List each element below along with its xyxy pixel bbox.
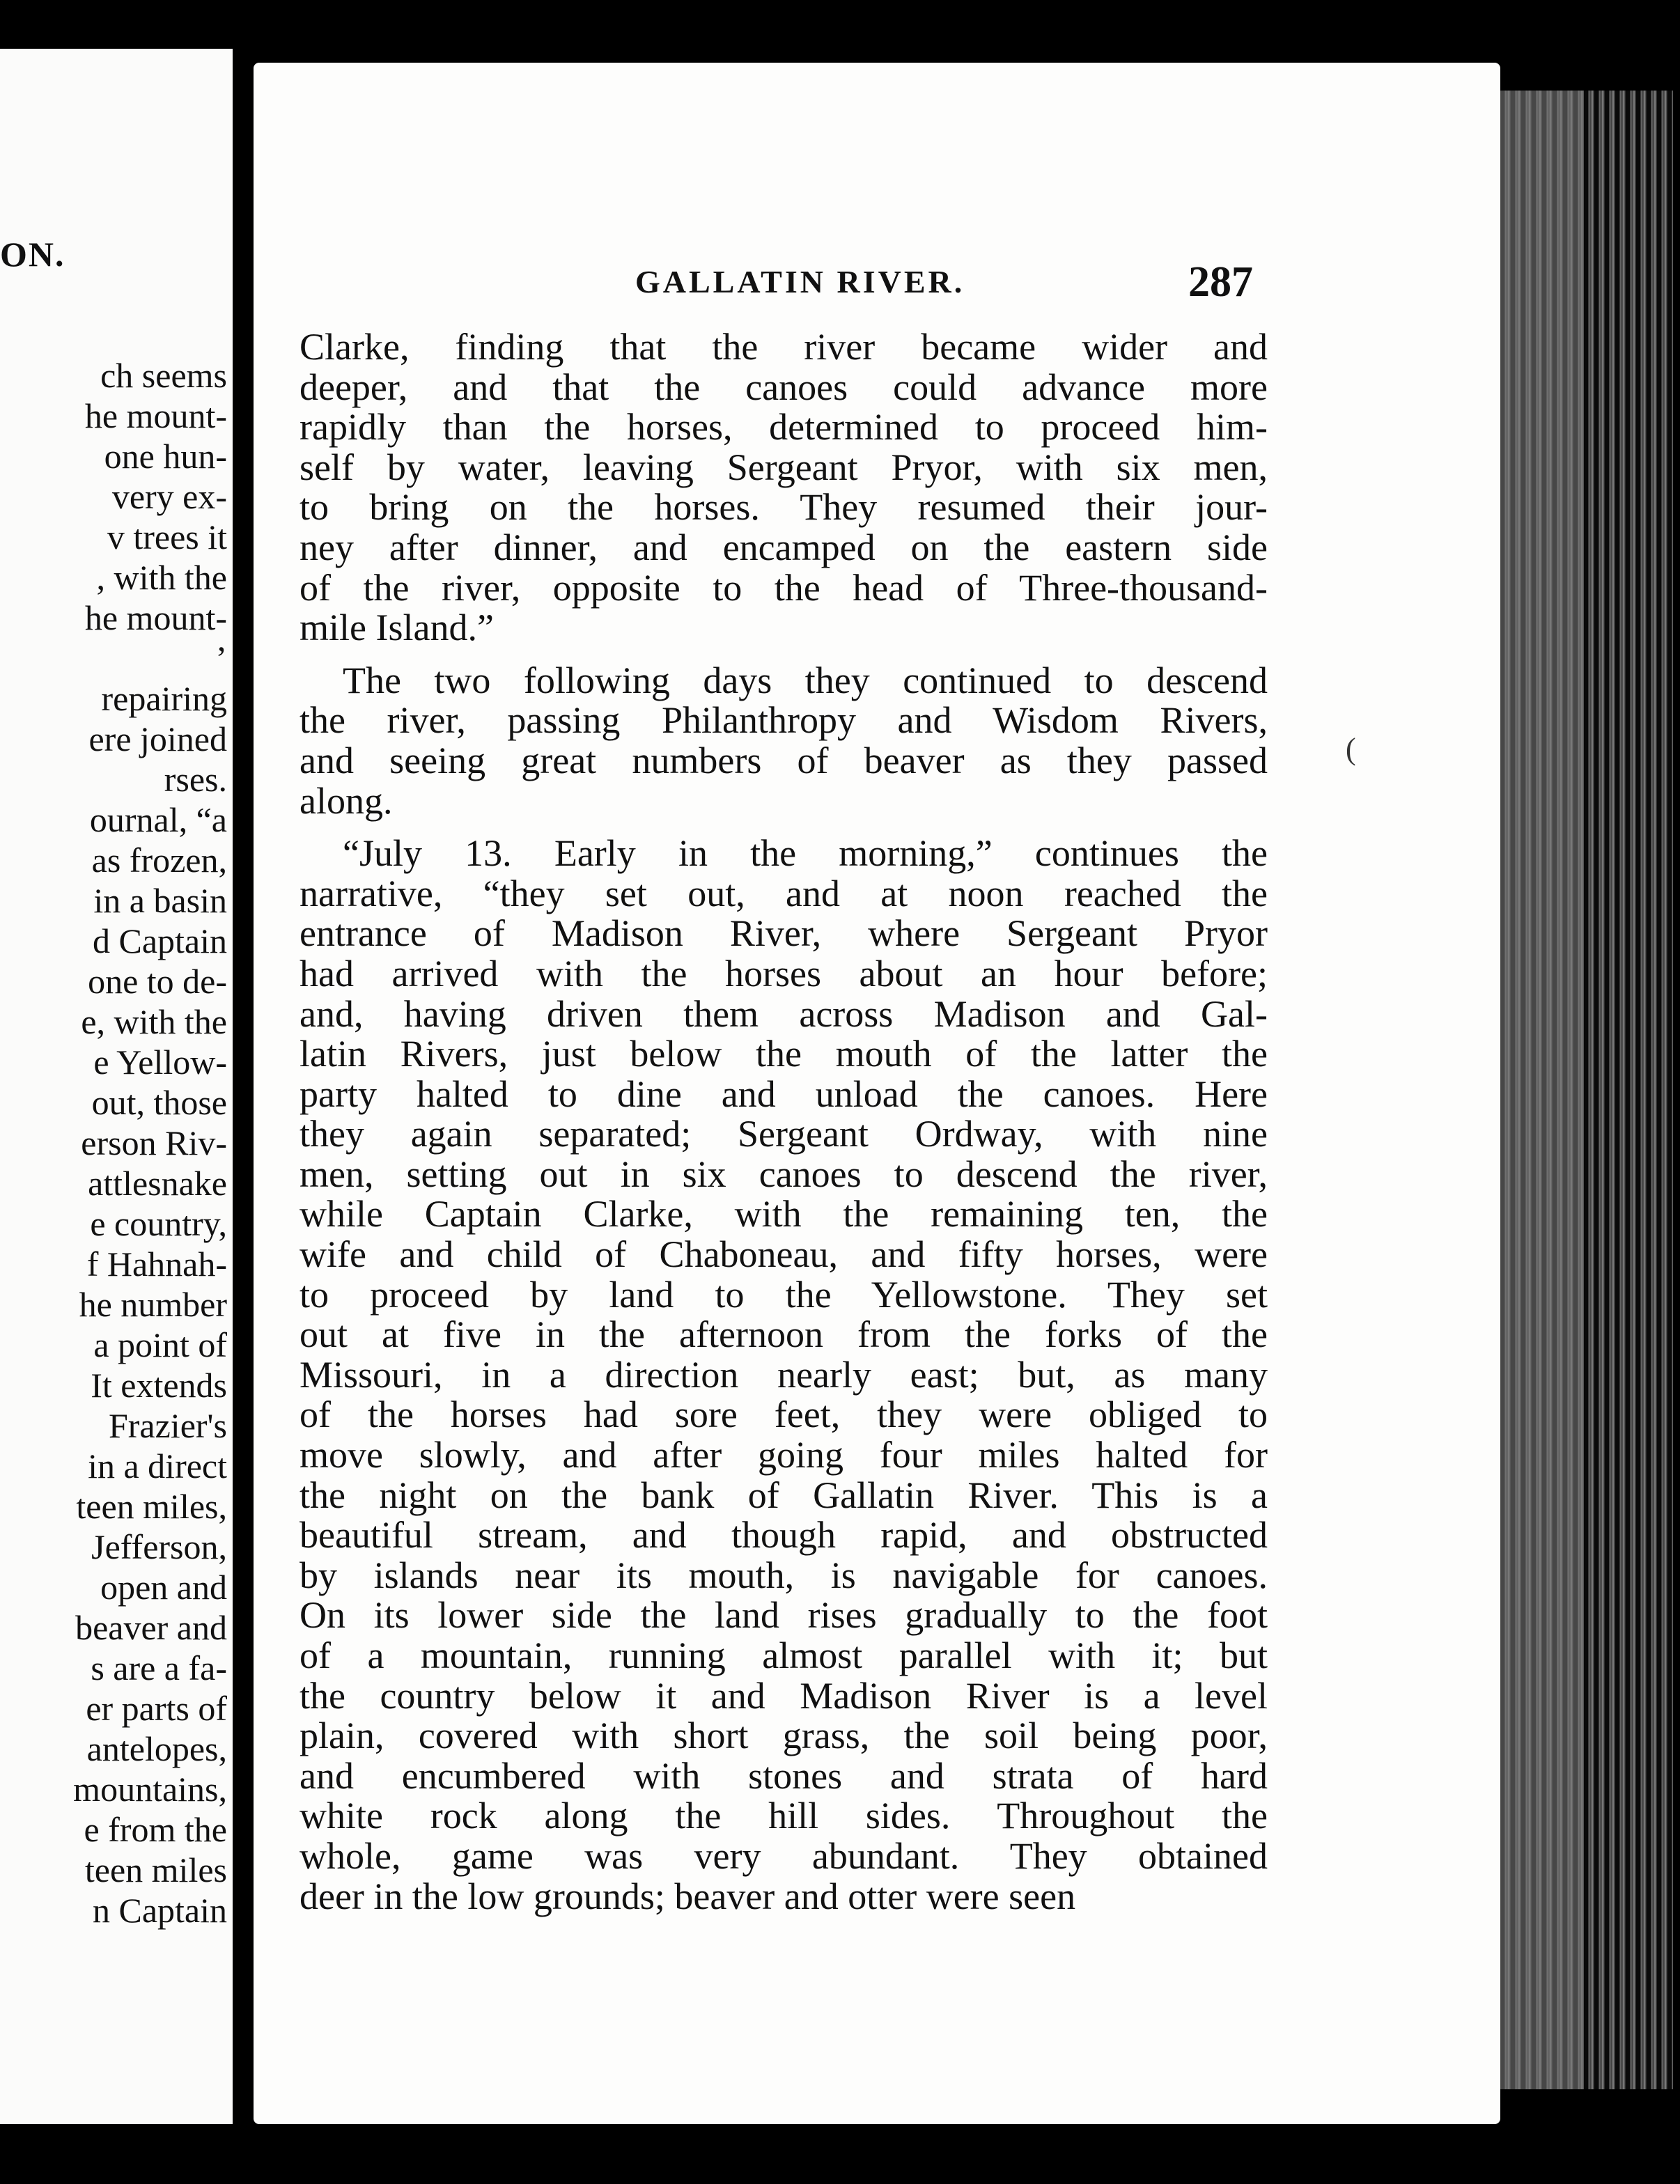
left-page-line: teen miles: [84, 1850, 227, 1889]
body-text: [300, 327, 1268, 1917]
text-line: “July 13. Early in the morning,” continues the: [343, 832, 1268, 875]
left-page-line: s are a fa-: [91, 1648, 227, 1687]
text-line: wife and child of Chaboneau, and fifty horses, were: [300, 1233, 1268, 1276]
left-page-line: Jefferson,: [91, 1527, 227, 1566]
left-page-line: he mount-: [84, 598, 227, 637]
left-page-line: e Yellow-: [93, 1043, 227, 1082]
left-page-line: , with the: [96, 558, 227, 597]
left-page-line: a point of: [93, 1325, 227, 1364]
text-line: of the horses had sore feet, they were obliged to: [300, 1394, 1268, 1436]
text-line: deer in the low grounds; beaver and otter were seen: [300, 1875, 1076, 1917]
left-page-line: open and: [100, 1568, 227, 1607]
text-line: party halted to dine and unload the canoes. Here: [300, 1072, 1268, 1115]
page-edges-shade: [1500, 91, 1584, 2089]
text-line: rapidly than the horses, determined to proceed him-: [300, 406, 1268, 448]
text-line: and seeing great numbers of beaver as they passed: [300, 739, 1268, 781]
left-page-line: out, those: [91, 1083, 227, 1122]
left-page-line: as frozen,: [91, 841, 227, 880]
left-page-line: repairing: [101, 679, 227, 718]
text-line: deeper, and that the canoes could advance more: [300, 366, 1268, 408]
text-line: while Captain Clarke, with the remaining ten, the: [300, 1193, 1268, 1235]
text-line: ney after dinner, and encamped on the eastern side: [300, 526, 1268, 568]
text-line: narrative, “they set out, and at noon reached the: [300, 872, 1268, 914]
text-line: mile Island.”: [300, 607, 494, 649]
stray-mark: (: [1346, 732, 1356, 766]
left-page-text: [0, 355, 227, 1930]
text-line: Missouri, in a direction nearly east; but, as many: [300, 1353, 1268, 1396]
text-line: of a mountain, running almost parallel with it; but: [300, 1635, 1268, 1676]
text-line: had arrived with the horses about an hour before;: [300, 952, 1268, 994]
left-page-line: ’: [215, 639, 227, 678]
left-page-line: e country,: [90, 1204, 227, 1243]
text-line: latin Rivers, just below the mouth of the latter the: [300, 1033, 1268, 1075]
left-page-line: ournal, “a: [89, 800, 227, 839]
left-page-line: rses.: [164, 760, 227, 799]
text-line: On its lower side the land rises gradually to the foot: [300, 1594, 1268, 1637]
left-page-line: very ex-: [111, 477, 227, 516]
left-page-line: Frazier's: [108, 1406, 227, 1445]
text-line: white rock along the hill sides. Throughout the: [300, 1795, 1268, 1837]
left-page-line: attlesnake: [88, 1164, 227, 1203]
left-page-line: n Captain: [92, 1891, 227, 1930]
text-line: the river, passing Philanthropy and Wisdom Rivers,: [300, 699, 1268, 742]
left-page-line: teen miles,: [76, 1487, 227, 1526]
text-line: Clarke, finding that the river became wider and: [300, 326, 1268, 368]
left-page-line: d Captain: [92, 921, 227, 960]
text-line: of the river, opposite to the head of Three-thousand-: [300, 566, 1268, 609]
left-page-line: v trees it: [107, 517, 227, 556]
left-page-line: he mount-: [84, 396, 227, 435]
text-line: and, having driven them across Madison and Gal-: [300, 992, 1268, 1035]
left-page-line: ch seems: [100, 356, 227, 395]
left-page-line: one hun-: [104, 437, 227, 476]
text-line: and encumbered with stones and strata of hard: [300, 1754, 1268, 1797]
text-line: by islands near its mouth, is navigable for canoes.: [300, 1554, 1268, 1596]
paragraph: [300, 327, 1268, 648]
left-page-line: f Hahnah-: [86, 1245, 227, 1284]
left-page-line: in a direct: [88, 1446, 227, 1485]
left-page-line: It extends: [91, 1366, 227, 1405]
left-page-line: mountains,: [73, 1770, 227, 1809]
text-line: men, setting out in six canoes to descend the river,: [300, 1153, 1268, 1195]
text-line: plain, covered with short grass, the soil being poor,: [300, 1715, 1268, 1757]
left-page-line: he number: [79, 1285, 227, 1324]
text-line: self by water, leaving Sergeant Pryor, with six men,: [300, 446, 1268, 488]
left-page-line: erson Riv-: [81, 1123, 227, 1162]
left-page-line: antelopes,: [86, 1729, 227, 1768]
text-line: the country below it and Madison River is a level: [300, 1674, 1268, 1717]
text-line: the night on the bank of Gallatin River. This is a: [300, 1474, 1268, 1516]
text-line: out at five in the afternoon from the forks of the: [300, 1313, 1268, 1356]
paragraph: [300, 661, 1268, 821]
left-page-line: e, with the: [81, 1002, 227, 1041]
left-page-line: er parts of: [86, 1689, 227, 1728]
text-line: they again separated; Sergeant Ordway, with nine: [300, 1113, 1268, 1155]
left-page-line: ere joined: [88, 719, 227, 758]
text-line: The two following days they continued to descend: [343, 659, 1268, 701]
page-number: 287: [1188, 258, 1253, 306]
left-page-header: ON.: [0, 235, 65, 274]
text-line: along.: [300, 779, 393, 822]
text-line: move slowly, and after going four miles halted for: [300, 1434, 1268, 1476]
left-facing-page: [0, 49, 233, 2124]
left-page-line: beaver and: [75, 1608, 227, 1647]
paragraph: [300, 834, 1268, 1917]
left-page-line: e from the: [84, 1810, 227, 1849]
left-page-line: in a basin: [93, 881, 227, 920]
text-line: whole, game was very abundant. They obtained: [300, 1834, 1268, 1877]
left-page-line: one to de-: [88, 962, 227, 1001]
running-head: GALLATIN RIVER.: [635, 264, 965, 299]
text-line: beautiful stream, and though rapid, and obstructed: [300, 1514, 1268, 1557]
text-line: entrance of Madison River, where Sergeant Pryor: [300, 912, 1268, 955]
text-line: to bring on the horses. They resumed their jour-: [300, 486, 1268, 529]
text-line: to proceed by land to the Yellowstone. They set: [300, 1273, 1268, 1316]
